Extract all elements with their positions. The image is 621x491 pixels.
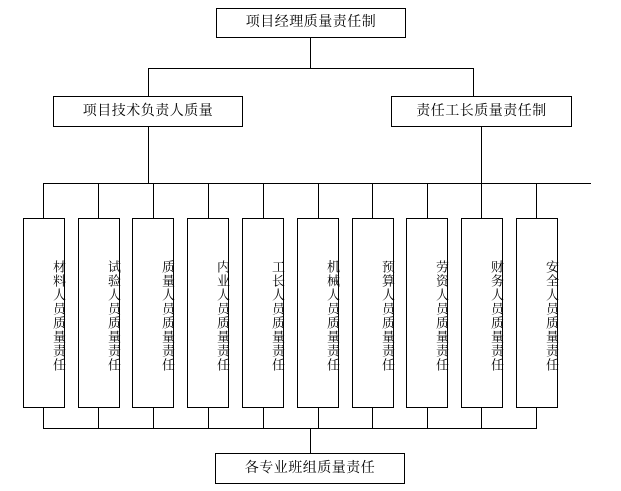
connector-level2-left-drop [148, 68, 149, 96]
leaf-stem-2 [98, 183, 99, 218]
node-safety-staff [516, 218, 558, 408]
node-quality-staff [132, 218, 174, 408]
connector-technical-lead-drop [148, 127, 149, 183]
node-label: 材料人员质量责任 [50, 260, 65, 372]
leaf-stem-7 [372, 183, 373, 218]
node-label: 责任工长质量责任制 [416, 102, 547, 119]
leaf-stem-10 [536, 183, 537, 218]
node-label: 工长人员质量责任 [269, 260, 284, 372]
node-label: 项目技术负责人质量 [82, 102, 214, 119]
node-technical-lead [53, 96, 243, 127]
connector-bottom-bus [43, 428, 537, 429]
leaf-stem-3 [153, 183, 154, 218]
node-label: 财务人员质量责任 [488, 260, 503, 372]
node-test-staff [78, 218, 120, 408]
node-project-manager [216, 8, 406, 38]
leaf-stem-8 [427, 183, 428, 218]
node-label: 机械人员质量责任 [324, 260, 339, 372]
leaf-stem-4 [208, 183, 209, 218]
node-label: 预算人员质量责任 [379, 260, 394, 372]
node-foreman-staff [242, 218, 284, 408]
node-finance-staff [461, 218, 503, 408]
node-label: 质量人员质量责任 [159, 260, 174, 372]
node-responsible-foreman [391, 96, 572, 127]
leaf-bottom-stem-5 [263, 408, 264, 428]
node-professional-teams [215, 453, 405, 484]
node-label: 试验人员质量责任 [105, 260, 120, 372]
leaf-bottom-stem-4 [208, 408, 209, 428]
connector-leaf-bus [43, 183, 591, 184]
leaf-bottom-stem-10 [536, 408, 537, 428]
connector-top-stem [310, 38, 311, 68]
leaf-stem-5 [263, 183, 264, 218]
leaf-bottom-stem-8 [427, 408, 428, 428]
node-label: 项目经理质量责任制 [245, 14, 377, 31]
leaf-bottom-stem-2 [98, 408, 99, 428]
leaf-stem-6 [318, 183, 319, 218]
node-label: 安全人员质量责任 [543, 260, 558, 372]
node-budget-staff [352, 218, 394, 408]
connector-bottom-stem [310, 428, 311, 453]
node-internal-staff [187, 218, 229, 408]
connector-level2-bus [148, 68, 473, 69]
leaf-bottom-stem-7 [372, 408, 373, 428]
connector-level2-right-drop [473, 68, 474, 96]
node-machinery-staff [297, 218, 339, 408]
leaf-stem-9 [481, 183, 482, 218]
leaf-bottom-stem-6 [318, 408, 319, 428]
node-label: 劳资人员质量责任 [433, 260, 448, 372]
node-label: 各专业班组质量责任 [244, 459, 376, 476]
node-material-staff [23, 218, 65, 408]
connector-foreman-drop [481, 127, 482, 183]
node-labor-staff [406, 218, 448, 408]
leaf-bottom-stem-1 [43, 408, 44, 428]
leaf-stem-1 [43, 183, 44, 218]
leaf-bottom-stem-3 [153, 408, 154, 428]
node-label: 内业人员质量责任 [214, 260, 229, 372]
leaf-bottom-stem-9 [481, 408, 482, 428]
